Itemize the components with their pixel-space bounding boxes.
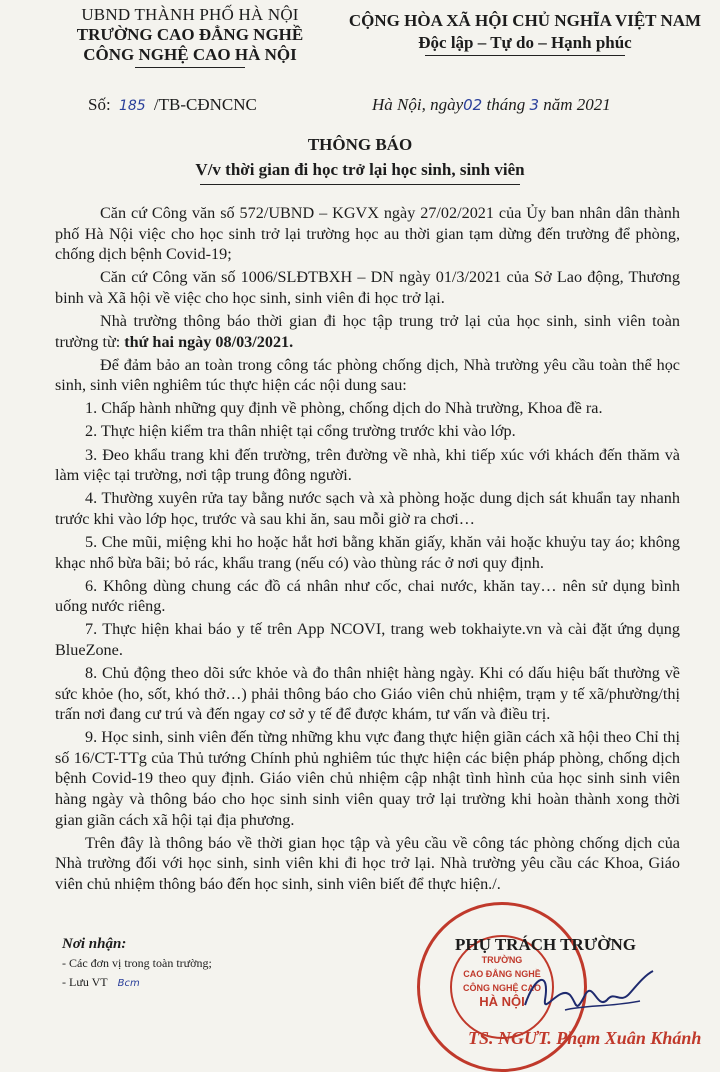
signer-name: TS. NGƯT. Phạm Xuân Khánh <box>468 1028 702 1048</box>
motto-underline <box>425 55 625 56</box>
recipients-block <box>62 935 212 993</box>
paragraph-legal-basis-2: Căn cứ Công văn số 1006/SLĐTBXH – DN ngày 01/3/2021 của Sở Lao động, Thương binh và Xã hội về việc cho học sinh, sinh viên đi học trở lại. <box>55 268 680 307</box>
recipient-archive: - Lưu VT <box>62 975 108 989</box>
requirement-item-1: 1. Chấp hành những quy định về phòng, chống dịch do Nhà trường, Khoa đề ra. <box>85 399 603 418</box>
school-name-line2: CÔNG NGHỆ CAO HÀ NỘI <box>83 45 297 64</box>
national-header <box>330 10 720 56</box>
paragraph-legal-basis-1: Căn cứ Công văn số 572/UBND – KGVX ngày 27/02/2021 của Ủy ban nhân dân thành phố Hà Nội việc cho học sinh trở lại trường học au thời gian tạm dừng đến trường để phòng, chống dịch bệnh Covid-19; <box>55 204 680 264</box>
handwritten-day: 02 <box>463 96 483 114</box>
document-title: THÔNG BÁO <box>307 135 413 154</box>
header-underline <box>135 67 245 68</box>
doc-number-suffix: /TB-CĐNCNC <box>153 95 257 114</box>
handwritten-doc-number: 185 <box>118 98 146 114</box>
requirement-item-9: 9. Học sinh, sinh viên đến từng những khu vực đang thực hiện giãn cách xã hội theo Chỉ thị số 16/CT-TTg của Thủ tướng Chính phủ nghiêm túc thực hiện các biện pháp phòng, chống dịch bệnh Covid-19 theo quy định. Giáo viên chủ nhiệm cập nhật tình hình của học sinh sinh viên hàng ngày và thông báo cho học sinh sinh viên quay trở lại trường khi hoàn thành xong thời gian giãn cách xã hội tại địa phương. <box>55 728 680 829</box>
school-name-line1: TRƯỜNG CAO ĐẲNG NGHỀ <box>76 25 304 44</box>
stamp-line: CAO ĐẲNG NGHỀ <box>463 969 541 979</box>
date-year: năm 2021 <box>543 95 611 114</box>
requirement-item-6: 6. Không dùng chung các đồ cá nhân như cốc, chai nước, khăn tay… nên sử dụng bình uống nước riêng. <box>55 576 680 616</box>
paragraph-requirements-intro: Để đảm bảo an toàn trong công tác phòng chống dịch, Nhà trường yêu cầu toàn thể học sinh, sinh viên nghiêm túc thực hiện các nội dung sau: <box>55 355 680 395</box>
requirement-item-2: 2. Thực hiện kiểm tra thân nhiệt tại cổng trường trước khi vào lớp. <box>85 422 516 441</box>
date-month-label: tháng <box>486 95 526 114</box>
subject-text: V/v thời gian đi học trở lại học sinh, sinh viên <box>195 160 525 179</box>
document-number <box>88 95 257 115</box>
document-body <box>55 203 680 897</box>
closing-paragraph: Trên đây là thông báo về thời gian học tập và yêu cầu về công tác phòng chống dịch của Nhà trường đối với học sinh, sinh viên khi đi học trở lại. Nhà trường yêu cầu các Khoa, Giáo viên chủ nhiệm thông báo đến học sinh, sinh viên biết để thực hiện./. <box>55 833 680 893</box>
document-subject <box>0 160 720 185</box>
stamp-line: TRƯỜNG <box>481 955 523 965</box>
recipient-item: - Các đơn vị trong toàn trường; <box>62 956 212 970</box>
subject-underline <box>200 184 520 185</box>
national-motto: Độc lập – Tự do – Hạnh phúc <box>418 33 632 52</box>
return-date-lead: Nhà trường thông báo thời gian đi học tập trung trở lại của học sinh, sinh viên toàn trường từ: <box>55 311 680 351</box>
nation-name: CỘNG HÒA XÃ HỘI CHỦ NGHĨA VIỆT NAM <box>348 11 702 30</box>
doc-number-prefix: Số: <box>88 95 111 114</box>
recipients-heading: Nơi nhận: <box>62 936 127 952</box>
requirement-item-3: 3. Đeo khẩu trang khi đến trường, trên đường về nhà, khi tiếp xúc với khách đến thăm và làm việc tại trường, nơi tập trung đông người. <box>55 445 680 485</box>
issuer-header <box>40 5 340 68</box>
paragraph-return-date <box>55 311 680 352</box>
signer-title: PHỤ TRÁCH TRƯỜNG <box>455 935 637 954</box>
stamp-line: CÔNG NGHỆ CAO <box>462 983 541 993</box>
handwritten-signature <box>515 965 665 1025</box>
handwritten-month: 3 <box>529 96 540 114</box>
requirement-item-5: 5. Che mũi, miệng khi ho hoặc hắt hơi bằng khăn giấy, khăn vải hoặc khuỷu tay áo; không khạc nhổ bừa bãi; bỏ rác, khẩu trang (nếu có) vào thùng rác ở nơi quy định. <box>55 532 680 572</box>
recipient-item <box>62 973 212 993</box>
date-place: Hà Nội, ngày <box>372 95 464 114</box>
stamp-line: HÀ NỘI <box>479 994 525 1009</box>
requirement-item-4: 4. Thường xuyên rửa tay bằng nước sạch và xà phòng hoặc dung dịch sát khuẩn tay nhanh trước khi vào lớp học, trước và sau khi ăn, sau mỗi giờ ra chơi… <box>55 489 680 528</box>
requirement-item-8: 8. Chủ động theo dõi sức khỏe và đo thân nhiệt hàng ngày. Khi có dấu hiệu bất thường về sức khỏe (ho, sốt, khó thở…) phải thông báo cho Giáo viên chủ nhiệm, trạm y tế xã/phường/thị trấn nơi đang cư trú và đến ngay cơ sở y tế để được khám, tư vấn và điều trị. <box>55 663 680 724</box>
issuer-org: UBND THÀNH PHỐ HÀ NỘI <box>81 5 299 24</box>
requirement-item-7: 7. Thực hiện khai báo y tế trên App NCOVI, trang web tokhaiyte.vn và cài đặt ứng dụng BlueZone. <box>55 620 680 659</box>
handwritten-initials: Bcm <box>117 978 140 989</box>
issue-date <box>372 95 611 115</box>
return-date-bold: thứ hai ngày 08/03/2021. <box>124 332 294 351</box>
